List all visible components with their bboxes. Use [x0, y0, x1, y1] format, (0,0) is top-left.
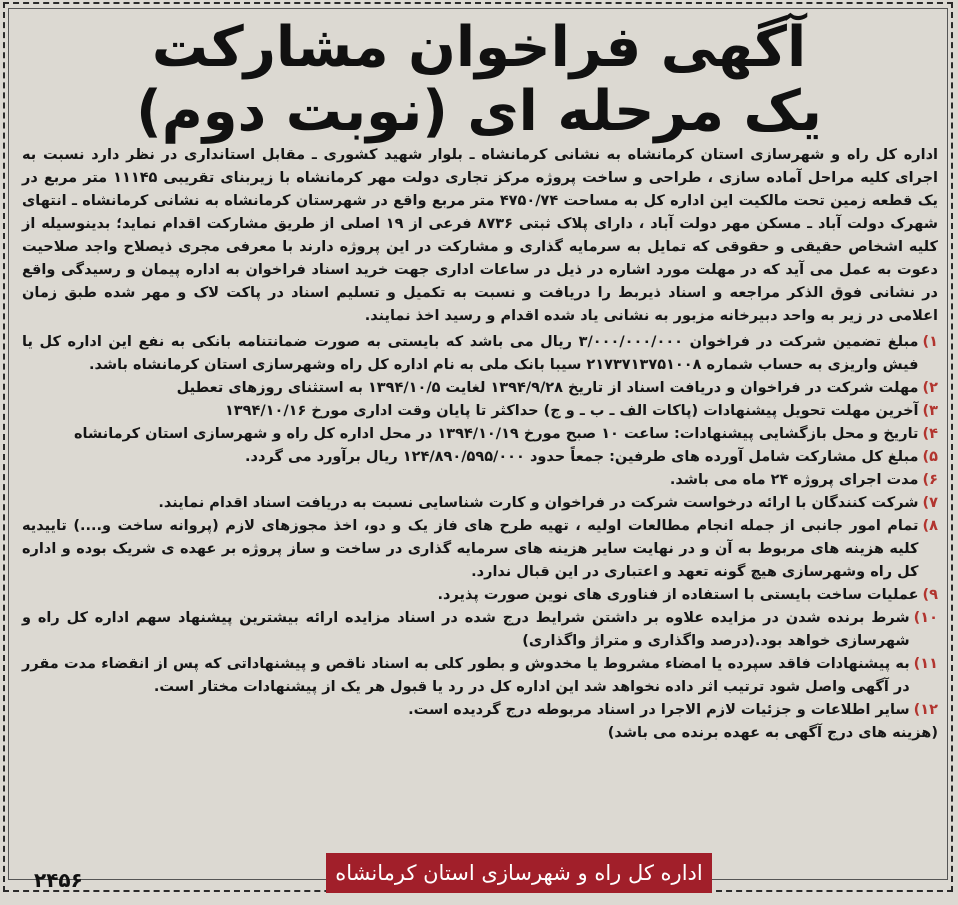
title-line-2: یک مرحله ای (نوبت دوم): [136, 79, 822, 144]
condition-item: [22, 331, 938, 377]
condition-item: [22, 469, 938, 492]
condition-number: ۸): [922, 518, 938, 534]
condition-text: مبلغ کل مشارکت شامل آورده های طرفین: جمعاً حدود ۱۲۴/۸۹۰/۵۹۵/۰۰۰ ریال برآورد می گردد.: [245, 449, 919, 465]
condition-number: ۱): [922, 334, 938, 350]
condition-text: مدت اجرای پروژه ۲۴ ماه می باشد.: [669, 472, 919, 488]
condition-number: ۷): [922, 495, 938, 511]
condition-item: [22, 699, 938, 722]
footnote: (هزینه های درج آگهی به عهده برنده می باشد): [607, 725, 938, 741]
condition-number: ۱۲): [913, 702, 938, 718]
condition-text: تمام امور جانبی از جمله انجام مطالعات اولیه ، تهیه طرح های فاز یک و دو، اخذ مجوزهای لازم (پروانه ساخت و....) تاییدیه کلیه هزینه های مربوط به آن و در نهایت سایر هزینه های سرمایه گذاری در ساخت و ساز پروژه بر عهده ی شریک بوده و اداره کل راه وشهرسازی هیچ گونه تعهد و اعتباری در این قبال ندارد.: [22, 518, 919, 580]
ad-code: ۲۴۵۶: [34, 868, 83, 892]
condition-text: شرکت کنندگان با ارائه درخواست شرکت در فراخوان و کارت شناسایی نسبت به دریافت اسناد اقدام نمایند.: [158, 495, 919, 511]
ad-body: [22, 144, 938, 745]
intro-paragraph: اداره کل راه و شهرسازی استان کرمانشاه به نشانی کرمانشاه ـ بلوار شهید کشوری ـ مقابل استانداری در نظر دارد نسبت به اجرای کلیه مراحل آماده سازی ، طراحی و ساخت پروژه مرکز تجاری دولت مهر کرمانشاه با زیربنای تقریبی ۱۱۱۴۵ متر مربع در یک قطعه زمین تحت مالکیت این اداره کل به مساحت ۴۷۵۰/۷۴ متر مربع واقع در شهرستان کرمانشاه به نشانی کرمانشاه ـ انتهای شهرک دولت آباد ـ مسکن مهر دولت آباد ، دارای پلاک ثبتی ۸۷۳۶ فرعی از ۱۹ اصلی از طریق مشارکت اقدام نماید؛ بدینوسیله از کلیه اشخاص حقیقی و حقوقی که تمایل به سرمایه گذاری و مشارکت در این پروژه دارند با معرفی مجری ذیصلاح واجد صلاحیت دعوت به عمل می آید که در مهلت مورد اشاره در ذیل در ساعات اداری جهت خرید اسناد فراخوان به اداره پیمان و رسیدگی واقع در نشانی فوق الذکر مراجعه و اسناد ذیربط را دریافت و نسبت به تکمیل و تسلیم اسناد در پاکت لاک و مهر شده طبق زمان اعلامی در زیر به واحد دبیرخانه مزبور به نشانی یاد شده اقدام و رسید اخذ نمایند.: [22, 147, 939, 324]
condition-number: ۹): [922, 587, 938, 603]
condition-number: ۴): [922, 426, 938, 442]
condition-number: ۳): [922, 403, 938, 419]
issuer-banner: اداره کل راه و شهرسازی استان کرمانشاه: [326, 853, 712, 893]
condition-item: [22, 653, 938, 699]
condition-item: [22, 584, 938, 607]
condition-item: [22, 515, 938, 584]
condition-text: مبلغ تضمین شرکت در فراخوان ۳/۰۰۰/۰۰۰/۰۰۰ ریال می باشد که بایستی به صورت ضمانتنامه بانکی به نفع این اداره کل یا فیش واریزی به حساب شماره ۲۱۷۳۷۱۳۷۵۱۰۰۸ سیبا بانک ملی به نام اداره کل راه وشهرسازی استان کرمانشاه باشد.: [22, 334, 919, 373]
condition-text: تاریخ و محل بازگشایی پیشنهادات: ساعت ۱۰ صبح مورخ ۱۳۹۴/۱۰/۱۹ در محل اداره کل راه و شهرسازی استان کرمانشاه: [74, 426, 919, 442]
condition-number: ۵): [922, 449, 938, 465]
condition-item: [22, 423, 938, 446]
condition-item: [22, 607, 938, 653]
condition-number: ۱۰): [913, 610, 938, 626]
condition-text: آخرین مهلت تحویل پیشنهادات (پاکات الف ـ ب ـ و ج) حداکثر تا پایان وقت اداری مورخ ۱۳۹۴/۱۰/۱۶: [224, 403, 919, 419]
condition-number: ۶): [922, 472, 938, 488]
condition-item: [22, 492, 938, 515]
condition-text: عملیات ساخت بایستی با استفاده از فناوری های نوین صورت پذیرد.: [437, 587, 919, 603]
condition-item: [22, 377, 938, 400]
conditions-list: [22, 331, 938, 722]
condition-text: شرط برنده شدن در مزایده علاوه بر داشتن شرایط درج شده در اسناد مزایده ارائه بیشترین پیشنهاد سهم اداره کل راه و شهرسازی خواهد بود.(درصد واگذاری و متراژ واگذاری): [22, 610, 910, 649]
condition-number: ۲): [922, 380, 938, 396]
condition-text: مهلت شرکت در فراخوان و دریافت اسناد از تاریخ ۱۳۹۴/۹/۲۸ لغایت ۱۳۹۴/۱۰/۵ به استثنای روزهای تعطیل: [176, 380, 919, 396]
condition-text: سایر اطلاعات و جزئیات لازم الاجرا در اسناد مربوطه درج گردیده است.: [408, 702, 910, 718]
condition-text: به پیشنهادات فاقد سپرده یا امضاء مشروط یا مخدوش و بطور کلی به اسناد ناقص و پیشنهاداتی که پس از انقضاء مدت مقرر در آگهی واصل شود ترتیب اثر داده نخواهد شد این اداره کل در رد یا قبول هر یک از پیشنهادات مختار است.: [22, 656, 910, 695]
condition-item: [22, 400, 938, 423]
title-line-1: آگهی فراخوان مشارکت: [151, 15, 807, 80]
condition-number: ۱۱): [913, 656, 938, 672]
condition-item: [22, 446, 938, 469]
